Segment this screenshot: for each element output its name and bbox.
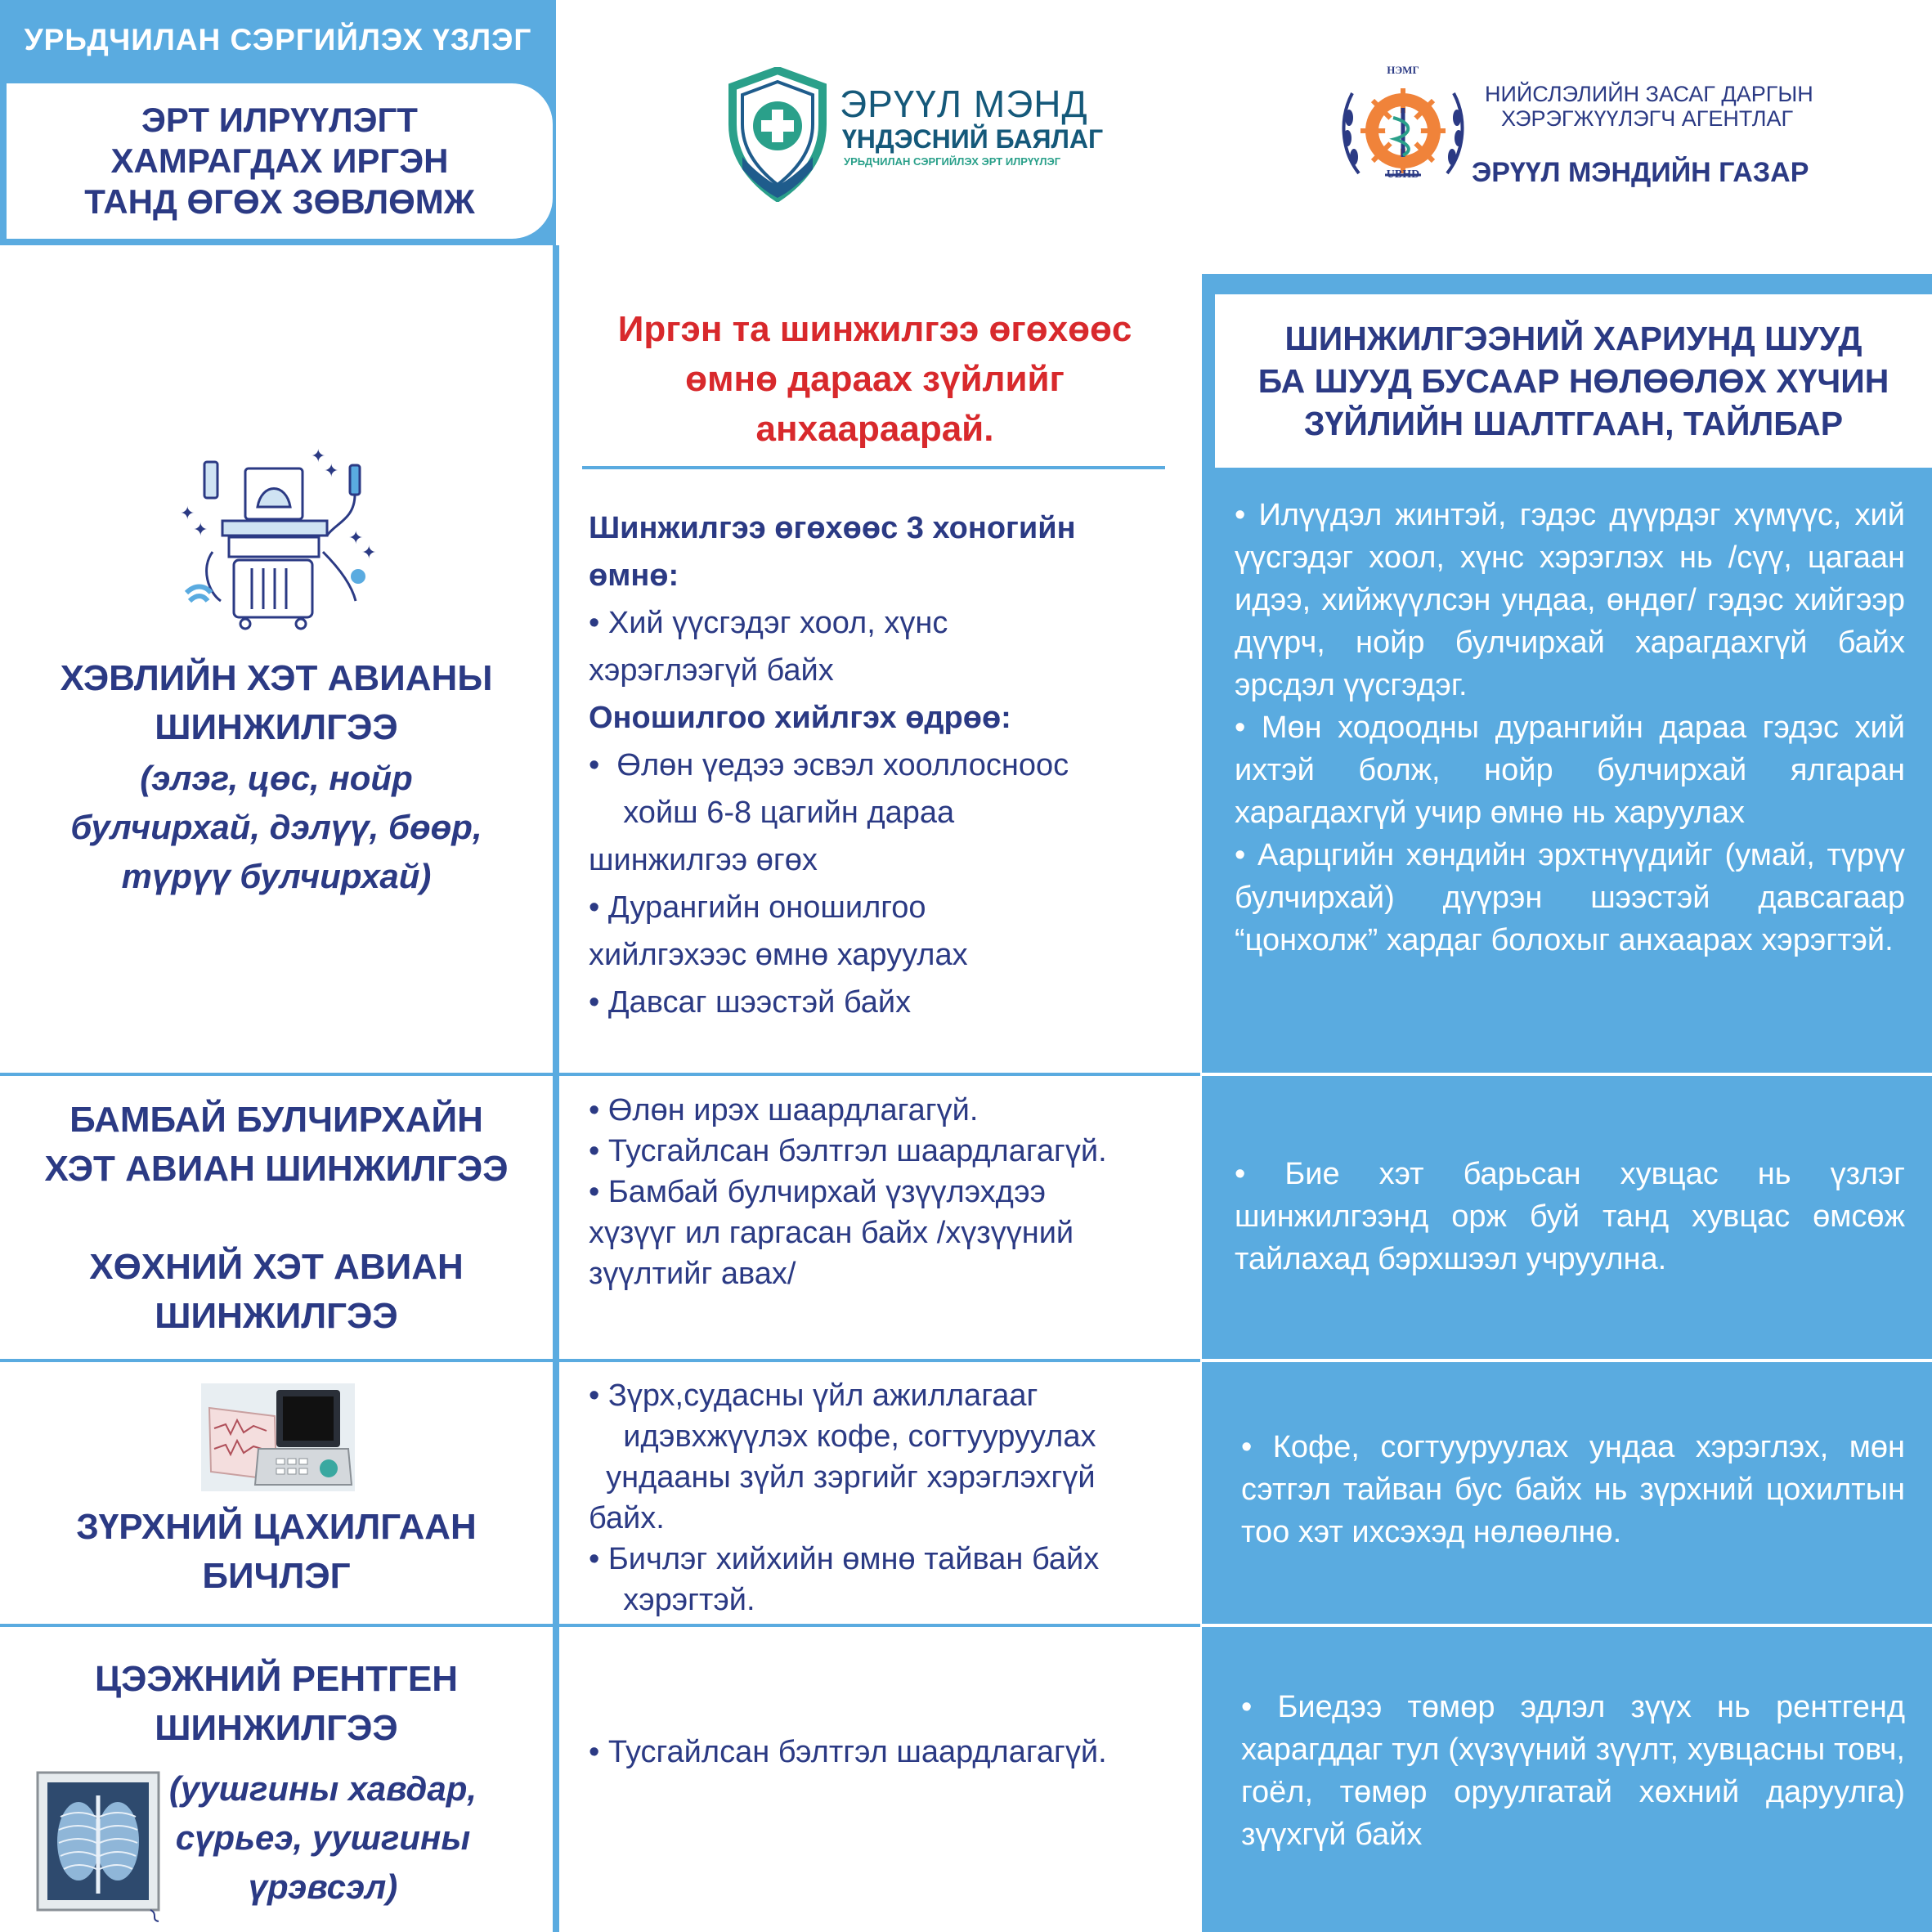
agency-seal-logo bbox=[1334, 61, 1472, 198]
row2-title: БАМБАЙ БУЛЧИРХАЙН ХЭТ АВИАН ШИНЖИЛГЭЭ bbox=[44, 1100, 509, 1189]
explain-paragraph: • Бие хэт барьсан хувцас нь үзлэг шинжилгээнд орж буй танд хувцас өмсөж тайлахад бэрхшээл учруулна. bbox=[1235, 1157, 1905, 1276]
ecg-machine-icon bbox=[201, 1383, 355, 1491]
prep-line: хэрэгтэй. bbox=[589, 1583, 755, 1617]
explain-paragraph: • Илүүдэл жинтэй, гэдэс дүүрдэг хүмүүс, хий үүсгэдэг хоол, хүнс хэрэглэх нь /сүү, цагаан идээ, хийжүүлсэн ундаа, өндөг/ гэдэс хийгээр дүүрч, нойр булчирхай харагдахгүй байх эрсдэл үүсгэдэг. bbox=[1235, 498, 1905, 702]
prep-line: идэвхжүүлэх кофе, согтууруулах bbox=[589, 1419, 1096, 1454]
row1-subtitle: (элэг, цөс, нойр булчирхай, дэлүү, бөөр, түрүү булчирхай) bbox=[70, 759, 482, 895]
svg-text:✦: ✦ bbox=[311, 446, 326, 467]
prep-line: Оношилгоо хийлгэх өдрөө: bbox=[589, 701, 1011, 735]
ultrasound-machine-icon bbox=[164, 446, 384, 638]
row2-prep bbox=[589, 1090, 1186, 1294]
row1-explanation bbox=[1235, 494, 1905, 962]
svg-text:✦: ✦ bbox=[348, 528, 364, 549]
prep-line: зүүлтийг авах/ bbox=[589, 1257, 796, 1291]
prep-line: өмнө: bbox=[589, 558, 679, 593]
svg-text:✦: ✦ bbox=[193, 520, 208, 540]
agency-line1: НИЙСЛЭЛИЙН ЗАСАГ ДАРГЫН bbox=[1485, 82, 1813, 106]
prep-line: шинжилгээ өгөх bbox=[589, 843, 818, 877]
column-divider bbox=[553, 245, 559, 1932]
prep-line: • Тусгайлсан бэлтгэл шаардлагагүй. bbox=[589, 1735, 1107, 1769]
explain-paragraph: • Кофе, согтууруулах ундаа хэрэглэх, мөн сэтгэл тайван бус байх нь зүрхний цохилтын тоо хэт ихсэхэд нөлөөлнө. bbox=[1241, 1430, 1905, 1549]
row4-prep bbox=[589, 1728, 1186, 1776]
explain-paragraph: • Мөн ходоодны дурангийн дараа гэдэс хий ихтэй болж, нойр булчирхай ялгаран харагдахгүй учир өмнө нь харуулах bbox=[1235, 710, 1905, 830]
svg-text:✦: ✦ bbox=[361, 543, 377, 563]
header-title-box bbox=[7, 83, 553, 239]
prep-line: • Бамбай булчирхай үзүүлэхдээ bbox=[589, 1175, 1047, 1209]
middle-heading-rule bbox=[582, 466, 1165, 469]
prep-line: • Дурангийн оношилгоо bbox=[589, 890, 926, 925]
svg-text:✦: ✦ bbox=[324, 461, 339, 482]
svg-text:✦: ✦ bbox=[180, 504, 195, 524]
row3-prep bbox=[589, 1375, 1186, 1620]
row3-title: ЗҮРХНИЙ ЦАХИЛГААН БИЧЛЭГ bbox=[76, 1507, 477, 1596]
health-logo-title: ЭРҮҮЛ МЭНД bbox=[840, 83, 1088, 125]
seal-bottom-text: UBHD bbox=[1386, 168, 1420, 181]
header-label: УРЬДЧИЛАН СЭРГИЙЛЭХ ҮЗЛЭГ bbox=[24, 23, 532, 56]
row2-title2: ХӨХНИЙ ХЭТ АВИАН ШИНЖИЛГЭЭ bbox=[89, 1247, 464, 1336]
prep-line: • Зүрх,судасны үйл ажиллагааг bbox=[589, 1378, 1038, 1413]
prep-line: • Өлөн ирэх шаардлагагүй. bbox=[589, 1093, 979, 1127]
prep-line: байх. bbox=[589, 1501, 665, 1535]
prep-line: хийлгэхээс өмнө харуулах bbox=[589, 938, 968, 972]
row-divider bbox=[1200, 1073, 1932, 1076]
right-heading-box bbox=[1215, 294, 1932, 468]
prep-line: • Тусгайлсан бэлтгэл шаардлагагүй. bbox=[589, 1134, 1107, 1168]
prep-line: Шинжилгээ өгөхөөс 3 хоногийн bbox=[589, 511, 1076, 545]
middle-heading: Иргэн та шинжилгээ өгөхөөс өмнө дараах зүйлийг анхаараарай. bbox=[617, 309, 1132, 449]
prep-line: хэрэглээгүй байх bbox=[589, 653, 834, 688]
row-divider bbox=[1200, 1359, 1932, 1362]
health-logo-tagline: УРЬДЧИЛАН СЭРГИЙЛЭХ ЭРТ ИЛРҮҮЛЭГ bbox=[844, 155, 1061, 168]
chest-xray-icon bbox=[36, 1771, 164, 1923]
right-heading: ШИНЖИЛГЭЭНИЙ ХАРИУНД ШУУД БА ШУУД БУСААР НӨЛӨӨЛӨХ ХҮЧИН ЗҮЙЛИЙН ШАЛТГААН, ТАЙЛБАР bbox=[1257, 320, 1889, 442]
explain-paragraph: • Биедээ төмөр эдлэл зүүх нь рентгенд харагддаг тул (хүзүүний зүүлт, хувцасны товч, гоёл, төмөр оруулгатай хөхний даруулга) зүүхгүй байх bbox=[1241, 1690, 1905, 1852]
prep-line: хүзүүг ил гаргасан байх /хүзүүний bbox=[589, 1216, 1074, 1250]
row4-title: ЦЭЭЖНИЙ РЕНТГЕН ШИНЖИЛГЭЭ bbox=[94, 1659, 459, 1748]
agency-title: ЭРҮҮЛ МЭНДИЙН ГАЗАР bbox=[1472, 157, 1809, 188]
row-divider bbox=[1200, 1624, 1932, 1627]
explain-paragraph: • Аарцгийн хөндийн эрхтнүүдийг (умай, түрүү булчирхай) дүүрэн шээстэй давсагаар “цонхолж” хардаг болохыг анхаарах хэрэгтэй. bbox=[1235, 838, 1905, 957]
prep-line: • Хий үүсгэдэг хоол, хүнс bbox=[589, 606, 948, 640]
column-divider bbox=[1195, 274, 1202, 1932]
prep-line: • Бичлэг хийхийн өмнө тайван байх bbox=[589, 1542, 1100, 1576]
prep-line: • Давсаг шээстэй байх bbox=[589, 985, 912, 1020]
prep-line: хойш 6-8 цагийн дараа bbox=[589, 796, 955, 830]
row4-explanation bbox=[1241, 1686, 1905, 1856]
prep-line: • Өлөн үедээ эсвэл хооллосноос bbox=[589, 748, 1069, 782]
health-shield-logo bbox=[724, 67, 831, 202]
row1-prep bbox=[589, 504, 1186, 1026]
health-logo-subtitle: ҮНДЭСНИЙ БАЯЛАГ bbox=[842, 124, 1104, 154]
row3-explanation bbox=[1241, 1426, 1905, 1553]
header-title: ЭРТ ИЛРҮҮЛЭГТ ХАМРАГДАХ ИРГЭН ТАНД ӨГӨХ ЗӨВЛӨМЖ bbox=[84, 101, 475, 221]
seal-top-text: НЭМГ bbox=[1387, 64, 1419, 76]
row4-subtitle: (уушгины хавдар, сүрьеэ, уушгины үрэвсэл) bbox=[168, 1769, 477, 1906]
agency-line2: ХЭРЭГЖҮҮЛЭГЧ АГЕНТЛАГ bbox=[1501, 106, 1794, 131]
row2-explanation bbox=[1235, 1153, 1905, 1280]
prep-line: ундааны зүйл зэргийг хэрэглэхгүй bbox=[589, 1460, 1096, 1495]
row1-title: ХЭВЛИЙН ХЭТ АВИАНЫ ШИНЖИЛГЭЭ bbox=[60, 658, 493, 747]
